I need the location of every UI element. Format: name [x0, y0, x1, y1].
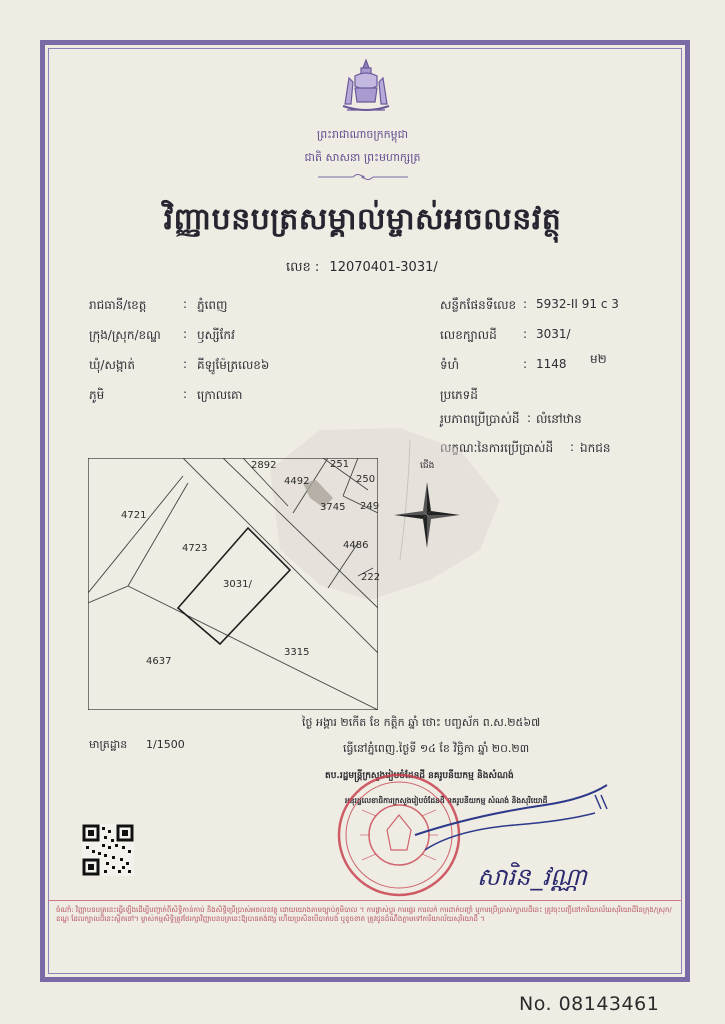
field-label-parcel-number: លេខក្បាលដី	[440, 328, 497, 342]
parcel-label-251: 251	[330, 459, 350, 470]
field-value-map-sheet: 5932-II 91 c 3	[536, 297, 619, 311]
field-value-village: ក្រោលគោ	[197, 388, 243, 402]
solar-date: ធ្វើនៅភ្នំពេញ.ថ្ងៃទី ១៤ ខែ វិច្ឆិកា ឆ្នាំ ២០.២៣	[343, 742, 530, 755]
field-label-district: ក្រុង/ស្រុក/ខណ្ឌ	[89, 328, 161, 342]
parcel-label-3031: 3031/	[223, 579, 252, 590]
lunar-date: ថ្ងៃ អង្គារ ២កើត ខែ កត្តិក ឆ្នាំ ថោះ បញ្ចស័ក ព.ស.២៥៦៧	[302, 716, 541, 729]
field-value-commune: គីឡូម៉ែត្រលេខ៦	[197, 358, 270, 372]
authority-line-2: អនុរដ្ឋលេខាធិការក្រសួងរៀបចំដែនដី នគរូបនីយកម្ម សំណង់ និងសុរិយោដី	[345, 796, 548, 805]
parcel-label-2892: 2892	[251, 460, 277, 471]
royal-emblem-icon	[335, 56, 397, 118]
field-value-land-use: លំនៅឋាន	[536, 412, 582, 426]
national-motto: ជាតិ សាសនា ព្រះមហាក្សត្រ	[304, 151, 421, 164]
parcel-label-4637: 4637	[146, 656, 172, 667]
scale-label: មាត្រដ្ឋាន	[89, 738, 128, 751]
serial-number: No. 08143461	[519, 993, 660, 1015]
parcel-label-250: 250	[356, 474, 376, 485]
parcel-label-249: 249	[360, 501, 380, 512]
field-value-parcel-number: 3031/	[536, 327, 571, 341]
certificate-number	[286, 259, 438, 278]
parcel-label-3745: 3745	[320, 502, 346, 513]
parcel-label-222: 222	[361, 572, 381, 583]
field-label-province: រាជធានី/ខេត្ត	[89, 298, 147, 312]
parcel-label-4486: 4486	[343, 540, 369, 551]
field-value-province: ភ្នំពេញ	[197, 298, 228, 312]
signatory-name: សារិន_វណ្ណា	[477, 863, 587, 891]
field-label-commune: ឃុំ/សង្កាត់	[89, 358, 135, 372]
parcel-label-4723: 4723	[182, 543, 208, 554]
field-label-area: ទំហំ	[440, 358, 460, 372]
north-label: ជើង	[420, 461, 435, 471]
scale-value: 1/1500	[146, 738, 185, 751]
certificate-number-label: លេខ :	[286, 260, 320, 275]
parcel-label-3315: 3315	[284, 647, 310, 658]
field-value-area: 1148	[536, 357, 567, 371]
note-text: ចំណាំ: វិញ្ញាបនបត្រនេះធ្វើឡើងដើម្បីបញ្ជាក់ពីសិទ្ធិកាន់កាប់ និងសិទ្ធិប្រើប្រាស់អចលនវត្ថុ ដោយយោងតាមច្បាប់ភូមិបាល ។ ការផ្លាស់ប្តូរ ការផ្ទេរ ការលក់ ការដាក់បញ្ចាំ ឬការប្រើប្រាស់ក្បាលដីនេះ ត្រូវចុះបញ្ជីនៅការិយាល័យសុរិយោដីនៃក្រុង/ស្រុក/ខណ្ឌ ដែលក្បាលដីនេះស្ថិតនៅ។ ម្ចាស់កម្មសិទ្ធិត្រូវថែរក្សាវិញ្ញាបនបត្រនេះឱ្យបានគង់វង្ស ហើយប្រសិនបើបាត់បង់ ឬខូចខាត ត្រូវជូនដំណឹងភ្លាមទៅការិយាល័យសុរិយោដី ។	[56, 906, 672, 923]
field-label-map-sheet: សន្លឹកផែនទីលេខ	[440, 298, 517, 312]
field-value-district: ឫស្សីកែវ	[197, 328, 235, 342]
certificate-number-value: 12070401-3031/	[329, 260, 438, 275]
authority-line-1: តប.រដ្ឋមន្ត្រីក្រសួងរៀបចំដែនដី នគរូបនីយកម្ម និងសំណង់	[325, 771, 514, 781]
north-arrow-icon	[392, 480, 462, 550]
field-label-land-type: ប្រភេទដី	[440, 388, 478, 402]
field-unit-area: ម២	[590, 352, 607, 366]
qr-code-icon	[82, 824, 134, 876]
parcel-label-4492: 4492	[284, 476, 310, 487]
field-label-village: ភូមិ	[89, 388, 105, 402]
document-title: វិញ្ញាបនបត្រសម្គាល់ម្ចាស់អចលនវត្ថុ	[163, 202, 562, 237]
field-label-usage-character: លក្ខណៈនៃការប្រើប្រាស់ដី	[440, 441, 554, 455]
ornament-divider	[318, 172, 408, 182]
kingdom-name: ព្រះរាជាណាចក្រកម្ពុជា	[316, 128, 409, 141]
field-label-land-use: រូបភាពប្រើប្រាស់ដី	[440, 412, 520, 426]
parcel-label-4721: 4721	[121, 510, 147, 521]
field-value-usage-character: ឯកជន	[580, 441, 611, 455]
